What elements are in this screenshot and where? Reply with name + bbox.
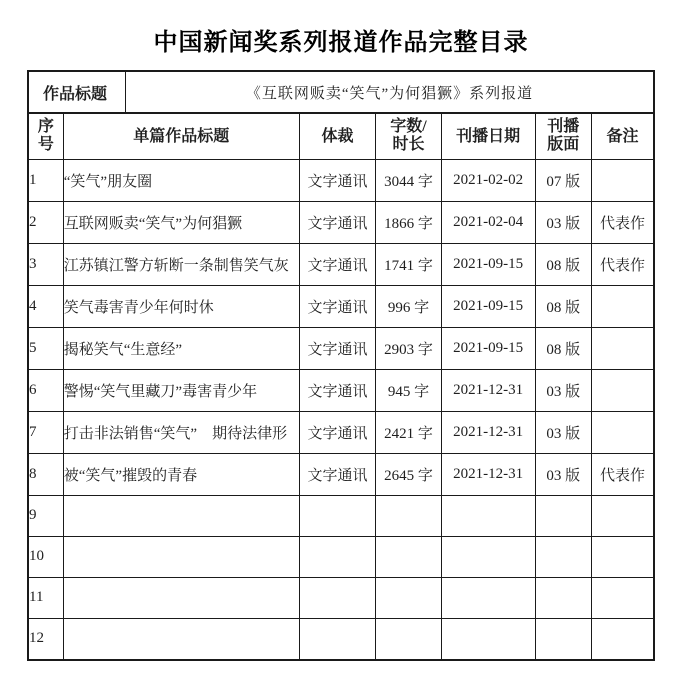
table-header-row [29, 114, 653, 159]
table-row [29, 618, 653, 659]
col-header-title: 单篇作品标题 [63, 114, 299, 159]
cell-genre: 文字通讯 [299, 453, 376, 495]
cell-genre: 文字通讯 [299, 369, 376, 411]
cell-note [591, 159, 653, 201]
table-row [29, 536, 653, 577]
catalog-table [27, 70, 655, 661]
cell-page: 03 版 [535, 201, 591, 243]
cell-note [591, 285, 653, 327]
cell-serial: 11 [29, 577, 63, 618]
cell-serial: 7 [29, 411, 63, 453]
cell-wordcount: 2903 字 [376, 327, 442, 369]
col-header-page: 刊播 版面 [535, 114, 591, 159]
table-row [29, 285, 653, 327]
cell-serial: 12 [29, 618, 63, 659]
cell-page [535, 618, 591, 659]
table-row [29, 495, 653, 536]
cell-title [63, 577, 299, 618]
page-title: 中国新闻奖系列报道作品完整目录 [153, 30, 529, 56]
cell-serial: 6 [29, 369, 63, 411]
cell-title: 笑气毒害青少年何时休 [63, 285, 299, 327]
cell-date: 2021-02-02 [441, 159, 535, 201]
cell-date [441, 536, 535, 577]
cell-date [441, 618, 535, 659]
cell-genre: 文字通讯 [299, 159, 376, 201]
col-header-note: 备注 [591, 114, 653, 159]
cell-title: 被“笑气”摧毁的青春 [63, 453, 299, 495]
cell-title [63, 618, 299, 659]
cell-page: 08 版 [535, 243, 591, 285]
cell-page: 03 版 [535, 453, 591, 495]
cell-title: 警惕“笑气里藏刀”毒害青少年 [63, 369, 299, 411]
table-row [29, 411, 653, 453]
cell-wordcount: 2421 字 [376, 411, 442, 453]
cell-date [441, 495, 535, 536]
cell-genre: 文字通讯 [299, 327, 376, 369]
col-header-serial: 序 号 [29, 114, 63, 159]
cell-genre: 文字通讯 [299, 243, 376, 285]
cell-page: 07 版 [535, 159, 591, 201]
cell-date: 2021-02-04 [441, 201, 535, 243]
table-row [29, 577, 653, 618]
cell-page: 03 版 [535, 369, 591, 411]
cell-note [591, 618, 653, 659]
cell-note: 代表作 [591, 453, 653, 495]
cell-date: 2021-09-15 [441, 243, 535, 285]
cell-serial: 3 [29, 243, 63, 285]
cell-note [591, 411, 653, 453]
col-header-wordcount: 字数/ 时长 [376, 114, 442, 159]
cell-note [591, 577, 653, 618]
cell-note: 代表作 [591, 243, 653, 285]
cell-wordcount: 3044 字 [376, 159, 442, 201]
cell-serial: 10 [29, 536, 63, 577]
cell-page: 03 版 [535, 411, 591, 453]
cell-genre [299, 618, 376, 659]
cell-title: 江苏镇江警方斩断一条制售笑气灰 [63, 243, 299, 285]
cell-genre: 文字通讯 [299, 411, 376, 453]
cell-note [591, 369, 653, 411]
cell-title [63, 495, 299, 536]
cell-note: 代表作 [591, 201, 653, 243]
table-row [29, 159, 653, 201]
cell-wordcount: 945 字 [376, 369, 442, 411]
works-table [29, 114, 653, 659]
cell-genre [299, 495, 376, 536]
cell-title: “笑气”朋友圈 [63, 159, 299, 201]
cell-wordcount [376, 618, 442, 659]
cell-note [591, 495, 653, 536]
col-header-genre: 体裁 [299, 114, 376, 159]
cell-page: 08 版 [535, 285, 591, 327]
cell-wordcount [376, 495, 442, 536]
work-title-value: 《互联网贩卖“笑气”为何猖獗》系列报道 [245, 85, 534, 102]
cell-serial: 1 [29, 159, 63, 201]
cell-note [591, 536, 653, 577]
cell-serial: 4 [29, 285, 63, 327]
cell-title [63, 536, 299, 577]
cell-page [535, 536, 591, 577]
work-title-label: 作品标题 [29, 72, 126, 112]
work-title-row [29, 72, 653, 114]
cell-date: 2021-12-31 [441, 369, 535, 411]
cell-page [535, 577, 591, 618]
cell-date: 2021-12-31 [441, 453, 535, 495]
cell-wordcount: 1741 字 [376, 243, 442, 285]
cell-serial: 9 [29, 495, 63, 536]
cell-wordcount: 2645 字 [376, 453, 442, 495]
cell-note [591, 327, 653, 369]
table-row [29, 369, 653, 411]
table-row [29, 327, 653, 369]
cell-serial: 5 [29, 327, 63, 369]
cell-wordcount [376, 536, 442, 577]
cell-date: 2021-09-15 [441, 327, 535, 369]
cell-wordcount [376, 577, 442, 618]
cell-page: 08 版 [535, 327, 591, 369]
cell-wordcount: 996 字 [376, 285, 442, 327]
cell-date [441, 577, 535, 618]
cell-wordcount: 1866 字 [376, 201, 442, 243]
cell-page [535, 495, 591, 536]
cell-genre [299, 536, 376, 577]
table-row [29, 453, 653, 495]
cell-genre: 文字通讯 [299, 285, 376, 327]
cell-title: 揭秘笑气“生意经” [63, 327, 299, 369]
cell-title: 互联网贩卖“笑气”为何猖獗 [63, 201, 299, 243]
cell-date: 2021-12-31 [441, 411, 535, 453]
cell-date: 2021-09-15 [441, 285, 535, 327]
cell-serial: 2 [29, 201, 63, 243]
cell-serial: 8 [29, 453, 63, 495]
cell-genre [299, 577, 376, 618]
table-row [29, 243, 653, 285]
cell-genre: 文字通讯 [299, 201, 376, 243]
col-header-date: 刊播日期 [441, 114, 535, 159]
cell-title: 打击非法销售“笑气” 期待法律形 [63, 411, 299, 453]
table-row [29, 201, 653, 243]
